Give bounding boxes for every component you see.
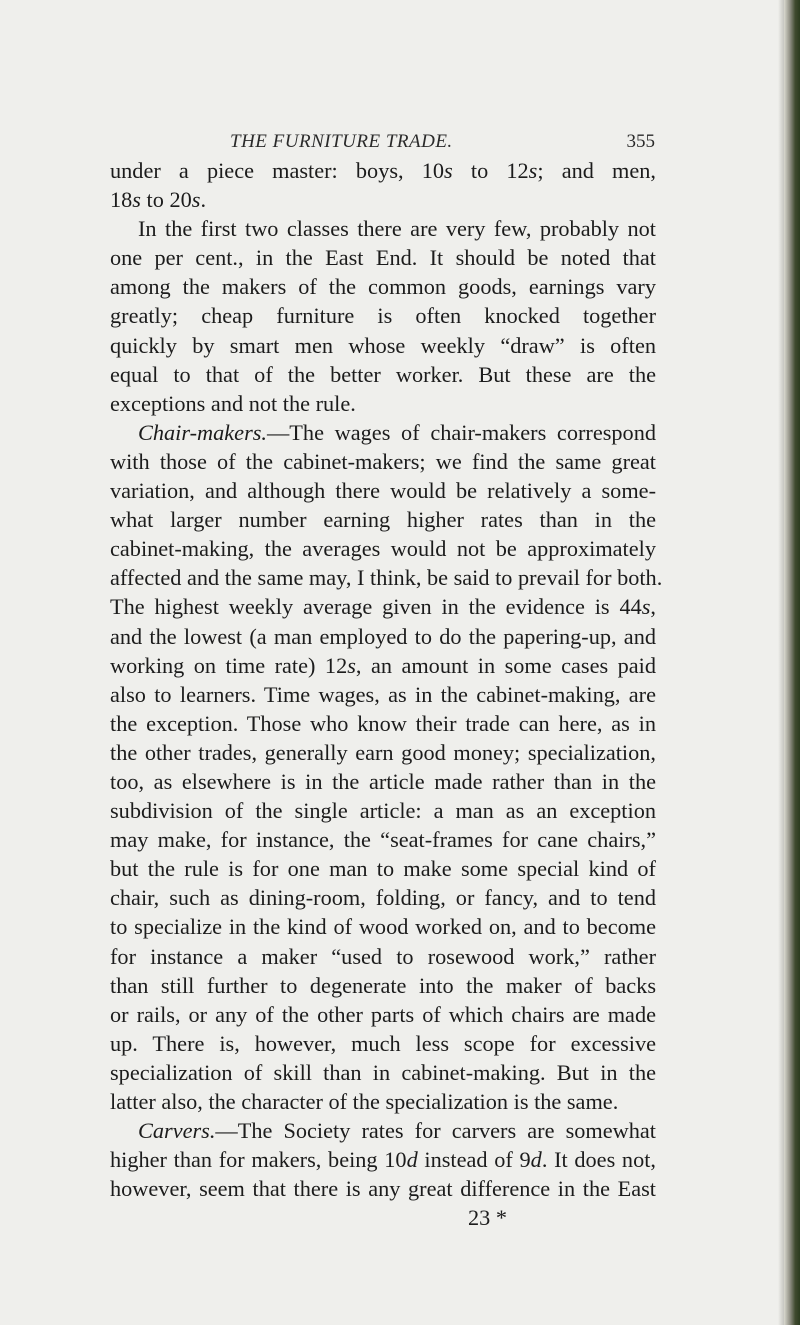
text-line: up. There is, however, much less scope for excessive <box>110 1030 656 1056</box>
text-line: the other trades, generally earn good money; specialization, <box>110 739 656 765</box>
text-line: or rails, or any of the other parts of which chairs are made <box>110 1001 656 1027</box>
text-line: and the lowest (a man employed to do the papering-up, and <box>110 623 656 649</box>
text-line: chair, such as dining-room, folding, or fancy, and to tend <box>110 885 656 911</box>
page-number: 355 <box>626 131 655 152</box>
text-line: specialization of skill than in cabinet-making. But in the <box>110 1059 656 1085</box>
running-head-title: THE FURNITURE TRADE. <box>230 131 453 152</box>
text-line: the exception. Those who know their trade can here, as in <box>110 710 656 736</box>
text-line: among the makers of the common goods, earnings vary <box>110 274 656 300</box>
text-line: than still further to degenerate into the maker of backs <box>110 972 656 998</box>
book-spine <box>784 0 800 1325</box>
body-text <box>110 156 663 1232</box>
text-line: however, seem that there is any great difference in the East <box>110 1176 656 1202</box>
text-line: greatly; cheap furniture is often knocked together <box>110 303 656 329</box>
text-line: with those of the cabinet-makers; we find the same great <box>110 448 656 474</box>
text-line: working on time rate) 12s, an amount in some cases paid <box>110 652 656 678</box>
text-line: Carvers.—The Society rates for carvers are somewhat <box>138 1118 656 1144</box>
text-line: one per cent., in the East End. It should be noted that <box>110 245 656 271</box>
text-line: variation, and although there would be relatively a some- <box>110 478 656 504</box>
text-line: but the rule is for one man to make some special kind of <box>110 856 656 882</box>
text-line: 18s to 20s. <box>110 187 207 213</box>
text-line: under a piece master: boys, 10s to 12s; and men, <box>110 158 656 183</box>
text-line: for instance a maker “used to rosewood work,” rather <box>110 943 656 969</box>
text-line: Chair-makers.—The wages of chair-makers correspond <box>138 419 656 445</box>
text-line: may make, for instance, the “seat-frames for cane chairs,” <box>110 827 656 853</box>
text-line: The highest weekly average given in the evidence is 44s, <box>110 594 656 620</box>
text-line: latter also, the character of the specialization is the same. <box>110 1089 619 1114</box>
text-line: In the first two classes there are very few, probably not <box>138 216 656 242</box>
text-line: higher than for makers, being 10d instead of 9d. It does not, <box>110 1147 656 1173</box>
text-line: too, as elsewhere is in the article made rather than in the <box>110 768 656 794</box>
text-line: subdivision of the single article: a man as an exception <box>110 798 656 824</box>
text-line: affected and the same may, I think, be said to prevail for both. <box>110 565 663 591</box>
text-line: equal to that of the better worker. But these are the <box>110 361 656 387</box>
text-line: cabinet-making, the averages would not be approximately <box>110 536 656 562</box>
text-line: quickly by smart men whose weekly “draw” is often <box>110 332 656 358</box>
text-line: also to learners. Time wages, as in the cabinet-making, are <box>110 681 656 707</box>
text-line: to specialize in the kind of wood worked on, and to become <box>110 914 656 940</box>
printer-signature: 23 * <box>468 1205 508 1231</box>
text-line: what larger number earning higher rates than in the <box>110 507 656 533</box>
text-line: exceptions and not the rule. <box>110 390 356 416</box>
